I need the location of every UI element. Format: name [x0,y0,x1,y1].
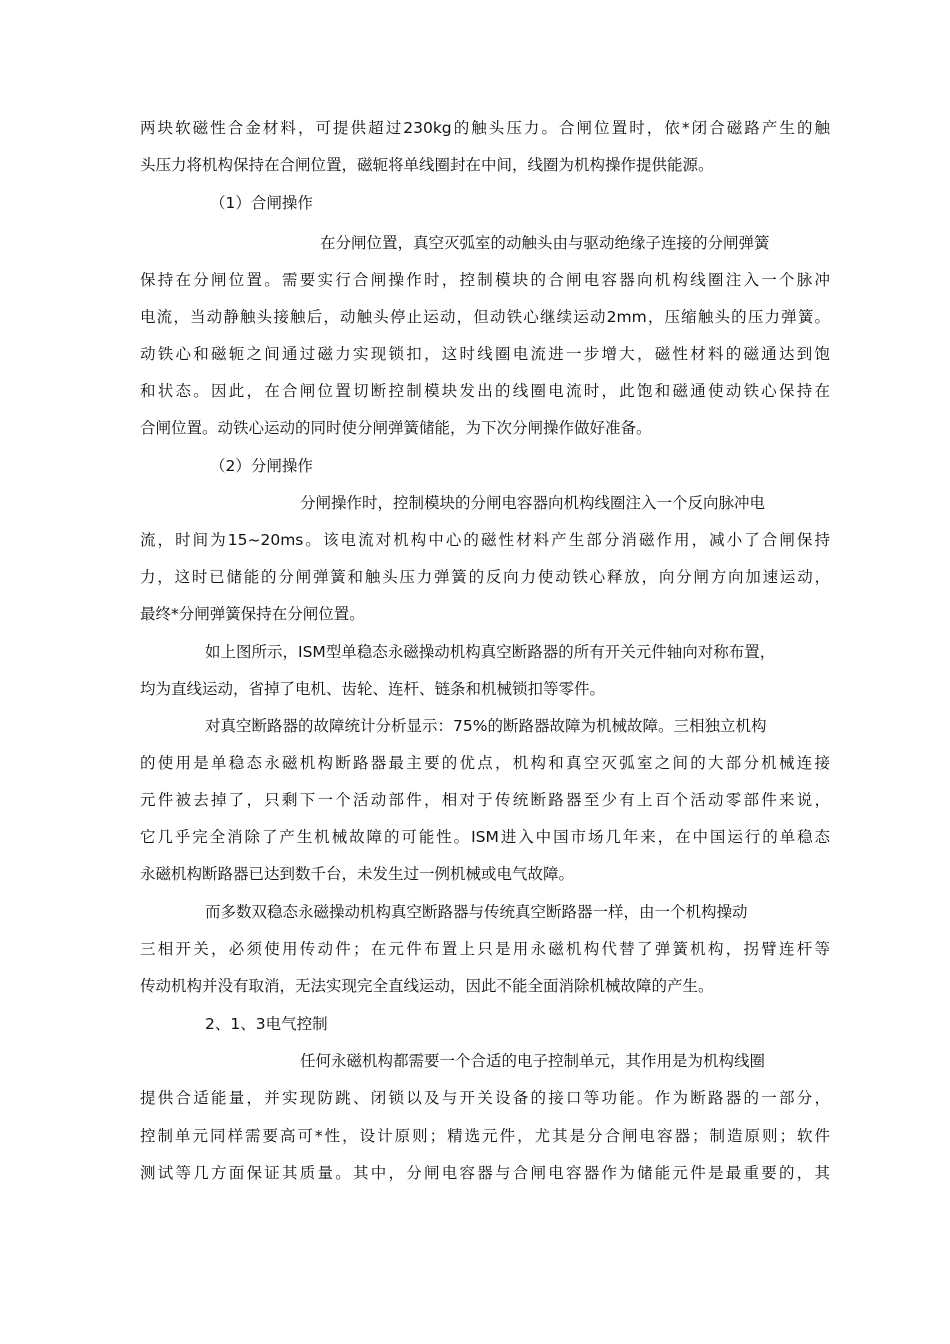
text-line: 对真空断路器的故障统计分析显示：75%的断路器故障为机械故障。三相独立机构 [205,717,767,735]
text-line: 在分闸位置，真空灭弧室的动触头由与驱动绝缘子连接的分闸弹簧 [320,234,770,252]
text-line: 均为直线运动，省掉了电机、齿轮、连杆、链条和机械锁扣等零件。 [140,680,606,698]
text-line: 的使用是单稳态永磁机构断路器最主要的优点，机构和真空灭弧室之间的大部分机械连接 [140,754,830,772]
text-line: 控制单元同样需要高可*性，设计原则；精选元件，尤其是分合闸电容器；制造原则；软件 [140,1127,830,1145]
text-line: 任何永磁机构都需要一个合适的电子控制单元，其作用是为机构线圈 [300,1052,766,1070]
section-heading: （2）分闸操作 [210,457,313,475]
text-line: 流，时间为15~20ms。该电流对机构中心的磁性材料产生部分消磁作用，减小了合闸保持 [140,531,830,549]
text-line: 力，这时已储能的分闸弹簧和触头压力弹簧的反向力使动铁心释放，向分闸方向加速运动， [140,568,830,586]
text-line: 而多数双稳态永磁操动机构真空断路器与传统真空断路器一样，由一个机构操动 [205,903,748,921]
text-line: 如上图所示，ISM型单稳态永磁操动机构真空断路器的所有开关元件轴向对称布置， [205,643,776,661]
text-line: 合闸位置。动铁心运动的同时使分闸弹簧储能，为下次分闸操作做好准备。 [140,419,652,437]
text-line: 和状态。因此，在合闸位置切断控制模块发出的线圈电流时，此饱和磁通使动铁心保持在 [140,382,830,400]
text-line: 提供合适能量，并实现防跳、闭锁以及与开关设备的接口等功能。作为断路器的一部分， [140,1089,830,1107]
text-line: 最终*分闸弹簧保持在分闸位置。 [140,605,365,623]
text-line: 传动机构并没有取消，无法实现完全直线运动，因此不能全面消除机械故障的产生。 [140,977,714,995]
text-line: 电流，当动静触头接触后，动触头停止运动，但动铁心继续运动2mm，压缩触头的压力弹簧。 [140,308,830,326]
text-line: 保持在分闸位置。需要实行合闸操作时，控制模块的合闸电容器向机构线圈注入一个脉冲 [140,271,830,289]
text-line: 永磁机构断路器已达到数千台，未发生过一例机械或电气故障。 [140,865,575,883]
section-heading: 2、1、3电气控制 [205,1015,328,1033]
section-heading: （1）合闸操作 [210,194,313,212]
text-line: 两块软磁性合金材料，可提供超过230kg的触头压力。合闸位置时，依*闭合磁路产生的触 [140,119,830,137]
text-line: 动铁心和磁轭之间通过磁力实现锁扣，这时线圈电流进一步增大，磁性材料的磁通达到饱 [140,345,830,363]
text-line: 测试等几方面保证其质量。其中，分闸电容器与合闸电容器作为储能元件是最重要的，其 [140,1164,830,1182]
text-line: 分闸操作时，控制模块的分闸电容器向机构线圈注入一个反向脉冲电 [300,494,766,512]
text-line: 它几乎完全消除了产生机械故障的可能性。ISM进入中国市场几年来，在中国运行的单稳态 [140,828,830,846]
text-line: 三相开关，必须使用传动件；在元件布置上只是用永磁机构代替了弹簧机构，拐臂连杆等 [140,940,830,958]
text-line: 头压力将机构保持在合闸位置，磁轭将单线圈封在中间，线圈为机构操作提供能源。 [140,156,714,174]
text-line: 元件被去掉了，只剩下一个活动部件，相对于传统断路器至少有上百个活动零部件来说， [140,791,830,809]
